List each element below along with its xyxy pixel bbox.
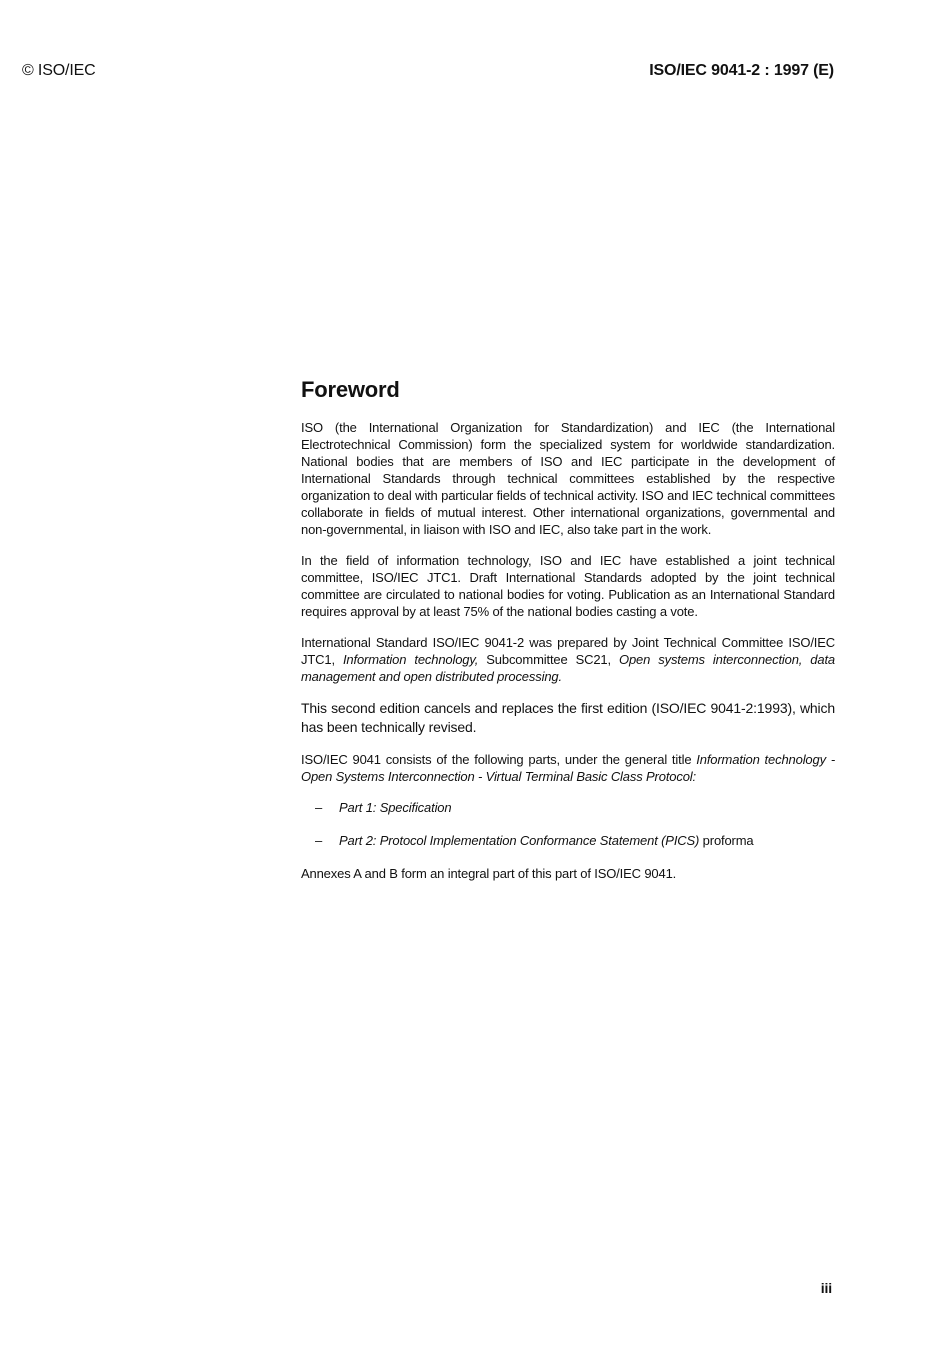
copyright-notice: © ISO/IEC — [22, 62, 96, 79]
foreword-paragraph-2: In the field of information technology, ISO and IEC have established a joint technical committee, ISO/IEC JTC1. Draft International Standards adopted by the joint technical committee are circulated to national bodies for voting. Publication as an International Standard requires approval by at least 75% of the national bodies casting a vote. — [301, 553, 835, 619]
part-title: Part 2: Protocol Implementation Conformance Statement (PICS) — [339, 833, 700, 848]
page-title: Foreword — [301, 377, 400, 402]
paragraph-3-text-a: International Standard ISO/IEC 9041-2 was prepared by Joint Technical Committee ISO/IEC JTC1, — [301, 635, 835, 667]
list-dash: – — [315, 800, 323, 815]
foreword-paragraph-3 — [301, 634, 835, 685]
part-title: Part 1: Specification — [339, 800, 452, 815]
paragraph-3-italic-b: Information technology, — [342, 652, 479, 667]
page-number: iii — [820, 1280, 832, 1296]
parts-list — [301, 799, 835, 849]
paragraph-5-text-a: ISO/IEC 9041 consists of the following parts, under the general title — [301, 752, 697, 767]
foreword-section — [301, 376, 835, 896]
part-suffix: proforma — [699, 833, 754, 848]
paragraph-3-text-c: Subcommittee SC21, — [478, 652, 620, 667]
list-item — [301, 799, 835, 816]
standard-identifier: ISO/IEC 9041-2 : 1997 (E) — [649, 62, 834, 79]
list-item — [301, 832, 835, 849]
paragraph-5-italic-b: Information technology - Open Systems Interconnection - Virtual Terminal Basic Class Protocol: — [301, 752, 835, 784]
foreword-paragraph-4: This second edition cancels and replaces the first edition (ISO/IEC 9041-2:1993), which has been technically revised. — [301, 700, 835, 735]
paragraph-3-italic-d: Open systems interconnection, data management and open distributed processing. — [301, 652, 835, 684]
list-dash: – — [315, 833, 323, 848]
foreword-paragraph-6: Annexes A and B form an integral part of this part of ISO/IEC 9041. — [301, 866, 677, 881]
foreword-paragraph-1: ISO (the International Organization for Standardization) and IEC (the International Electrotechnical Commission) form the specialized system for worldwide standardization. National bodies that are members of ISO and IEC participate in the development of International Standards through technical committees established by the respective organization to deal with particular fields of technical activity. ISO and IEC technical committees collaborate in fields of mutual interest. Other international organizations, governmental and non-governmental, in liaison with ISO and IEC, also take part in the work. — [301, 420, 835, 537]
foreword-paragraph-5 — [301, 751, 835, 785]
